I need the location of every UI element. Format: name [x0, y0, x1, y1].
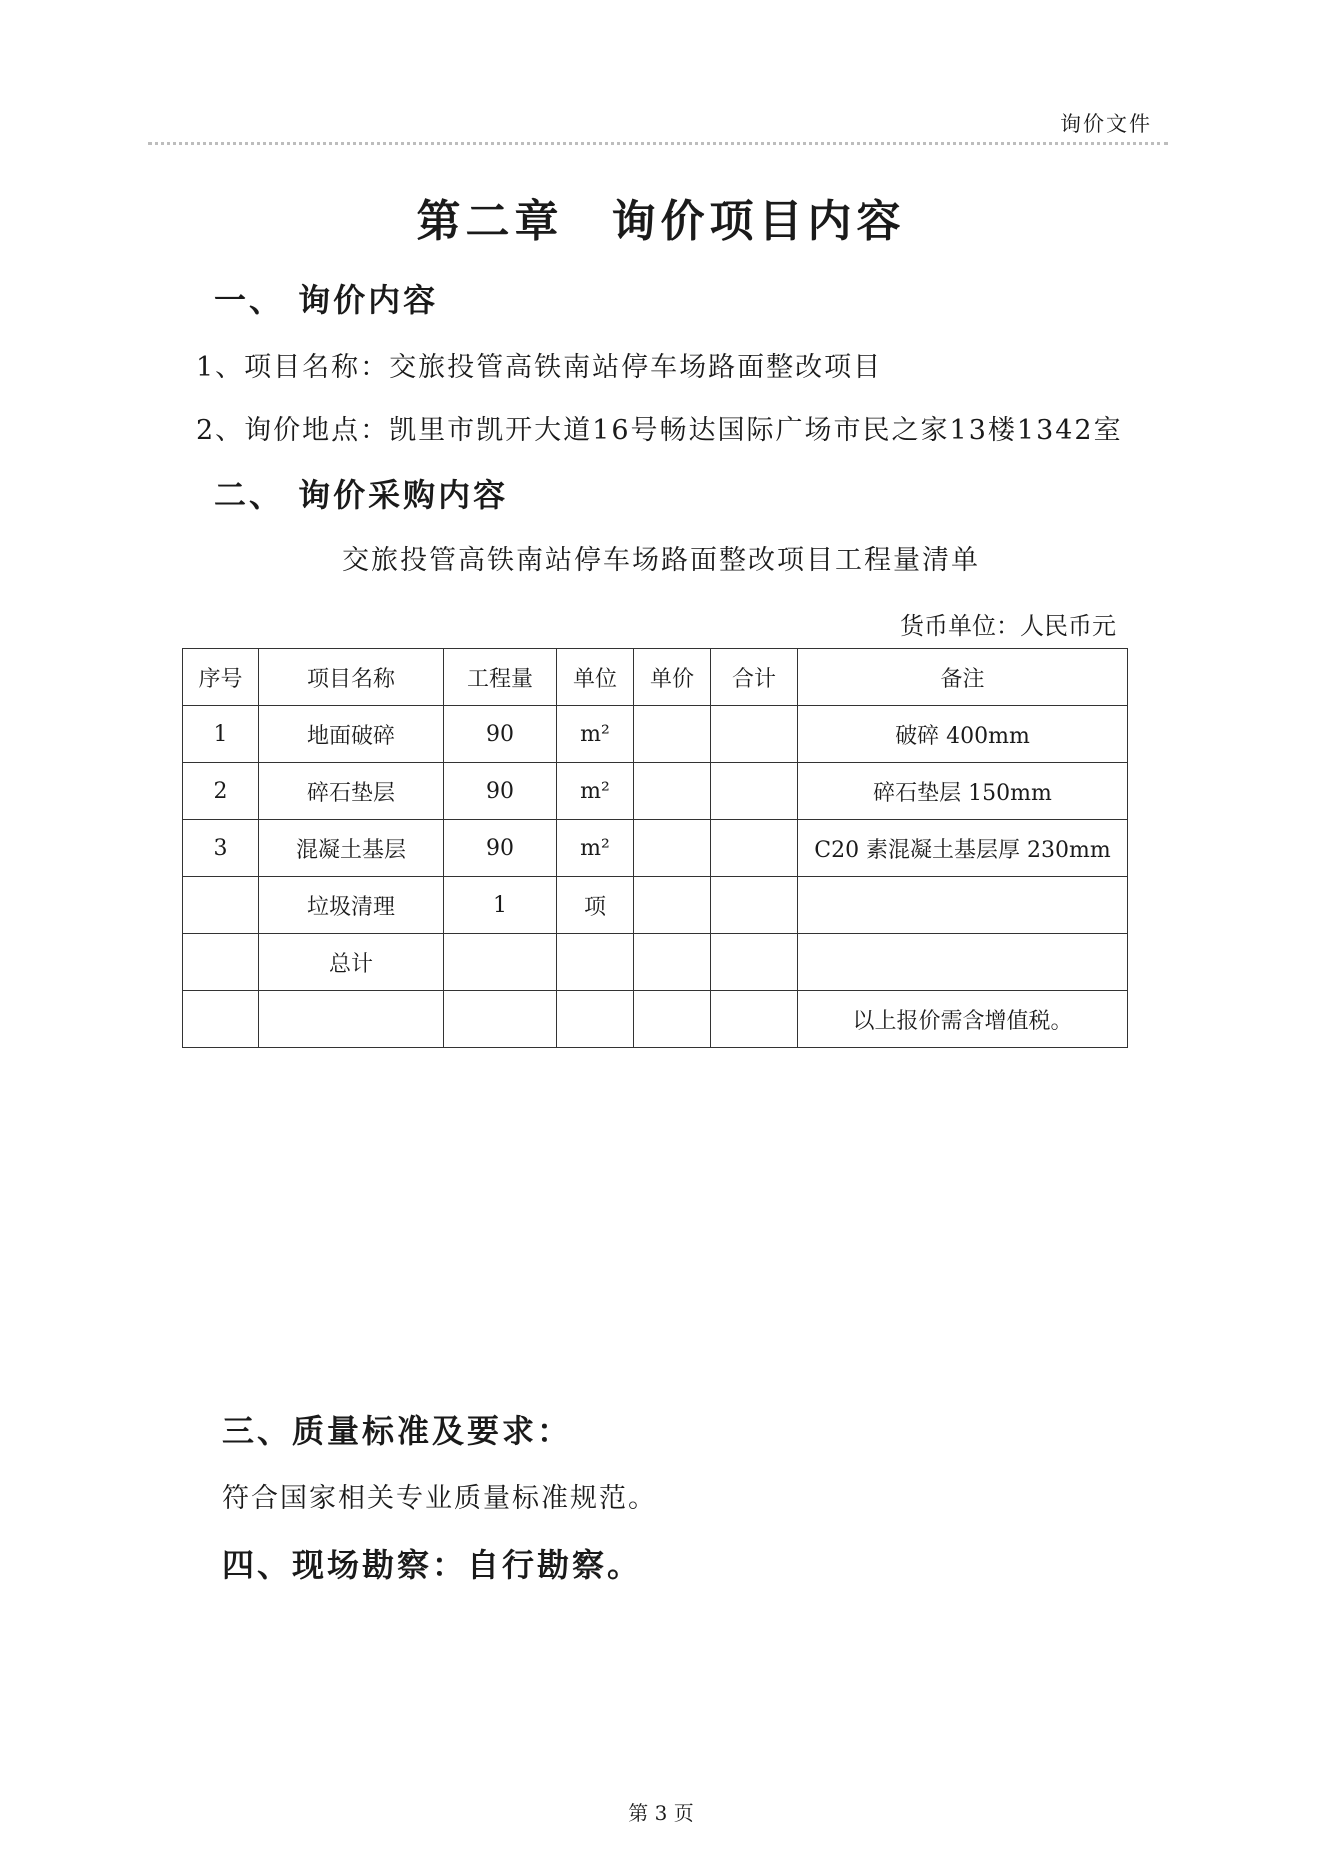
table-row	[183, 763, 1128, 820]
cell-unit: m²	[557, 706, 634, 763]
cell-quantity: 1	[444, 877, 557, 934]
table-row	[183, 877, 1128, 934]
table-row	[183, 820, 1128, 877]
cell-item-name: 碎石垫层	[259, 763, 444, 820]
cell-unit-price	[634, 820, 711, 877]
cell-quantity	[444, 934, 557, 991]
header-cell-quantity: 工程量	[444, 649, 557, 706]
table-row	[183, 934, 1128, 991]
cell-unit: 项	[557, 877, 634, 934]
cell-serial	[183, 877, 259, 934]
cell-unit-price	[634, 877, 711, 934]
cell-serial	[183, 934, 259, 991]
cell-total	[711, 991, 798, 1048]
cell-unit-price	[634, 934, 711, 991]
cell-quantity: 90	[444, 706, 557, 763]
cell-unit-price	[634, 991, 711, 1048]
table-row	[183, 991, 1128, 1048]
cell-item-name	[259, 991, 444, 1048]
cell-unit-price	[634, 706, 711, 763]
cell-serial: 2	[183, 763, 259, 820]
cell-quantity: 90	[444, 820, 557, 877]
chapter-number: 第二章	[416, 196, 564, 247]
cell-item-name: 垃圾清理	[259, 877, 444, 934]
table-header-row	[183, 649, 1128, 706]
header-cell-serial: 序号	[183, 649, 259, 706]
cell-remarks: C20 素混凝土基层厚 230mm	[798, 820, 1128, 877]
page-number: 第 3 页	[628, 1801, 694, 1825]
cell-item-name: 地面破碎	[259, 706, 444, 763]
cell-quantity: 90	[444, 763, 557, 820]
currency-unit-note: 货币单位：人民币元	[900, 612, 1116, 640]
cell-remarks: 破碎 400mm	[798, 706, 1128, 763]
cell-quantity	[444, 991, 557, 1048]
header-cell-unit: 单位	[557, 649, 634, 706]
cell-remarks: 以上报价需含增值税。	[798, 991, 1128, 1048]
header-cell-remarks: 备注	[798, 649, 1128, 706]
cell-remarks	[798, 877, 1128, 934]
quality-standard-text: 符合国家相关专业质量标准规范。	[222, 1483, 657, 1514]
cell-serial: 1	[183, 706, 259, 763]
header-divider	[148, 142, 1168, 145]
cell-serial: 3	[183, 820, 259, 877]
cell-serial	[183, 991, 259, 1048]
cell-total	[711, 706, 798, 763]
section-heading-procurement-content: 二、 询价采购内容	[214, 476, 509, 514]
table-row	[183, 706, 1128, 763]
bill-of-quantities-title: 交旅投管高铁南站停车场路面整改项目工程量清单	[342, 545, 980, 576]
cell-item-name: 总计	[259, 934, 444, 991]
chapter-name: 询价项目内容	[611, 196, 906, 247]
cell-unit: m²	[557, 820, 634, 877]
document-header-label: 询价文件	[1060, 112, 1152, 136]
chapter-title	[0, 185, 1322, 249]
cell-total	[711, 877, 798, 934]
cell-total	[711, 763, 798, 820]
header-cell-unit-price: 单价	[634, 649, 711, 706]
header-cell-total: 合计	[711, 649, 798, 706]
cell-unit-price	[634, 763, 711, 820]
section-heading-site-survey: 四、现场勘察：自行勘察。	[222, 1546, 643, 1584]
cell-remarks: 碎石垫层 150mm	[798, 763, 1128, 820]
inquiry-location-line: 2、询价地点：凯里市凯开大道16号畅达国际广场市民之家13楼1342室	[196, 415, 1123, 446]
header-cell-item-name: 项目名称	[259, 649, 444, 706]
cell-remarks	[798, 934, 1128, 991]
cell-total	[711, 934, 798, 991]
cell-total	[711, 820, 798, 877]
cell-unit	[557, 934, 634, 991]
cell-unit	[557, 991, 634, 1048]
bill-of-quantities-table	[182, 648, 1128, 1048]
section-heading-inquiry-content: 一、 询价内容	[214, 281, 439, 319]
cell-item-name: 混凝土基层	[259, 820, 444, 877]
section-heading-quality-standard: 三、质量标准及要求：	[222, 1412, 573, 1450]
cell-unit: m²	[557, 763, 634, 820]
project-name-line: 1、项目名称：交旅投管高铁南站停车场路面整改项目	[196, 352, 883, 383]
